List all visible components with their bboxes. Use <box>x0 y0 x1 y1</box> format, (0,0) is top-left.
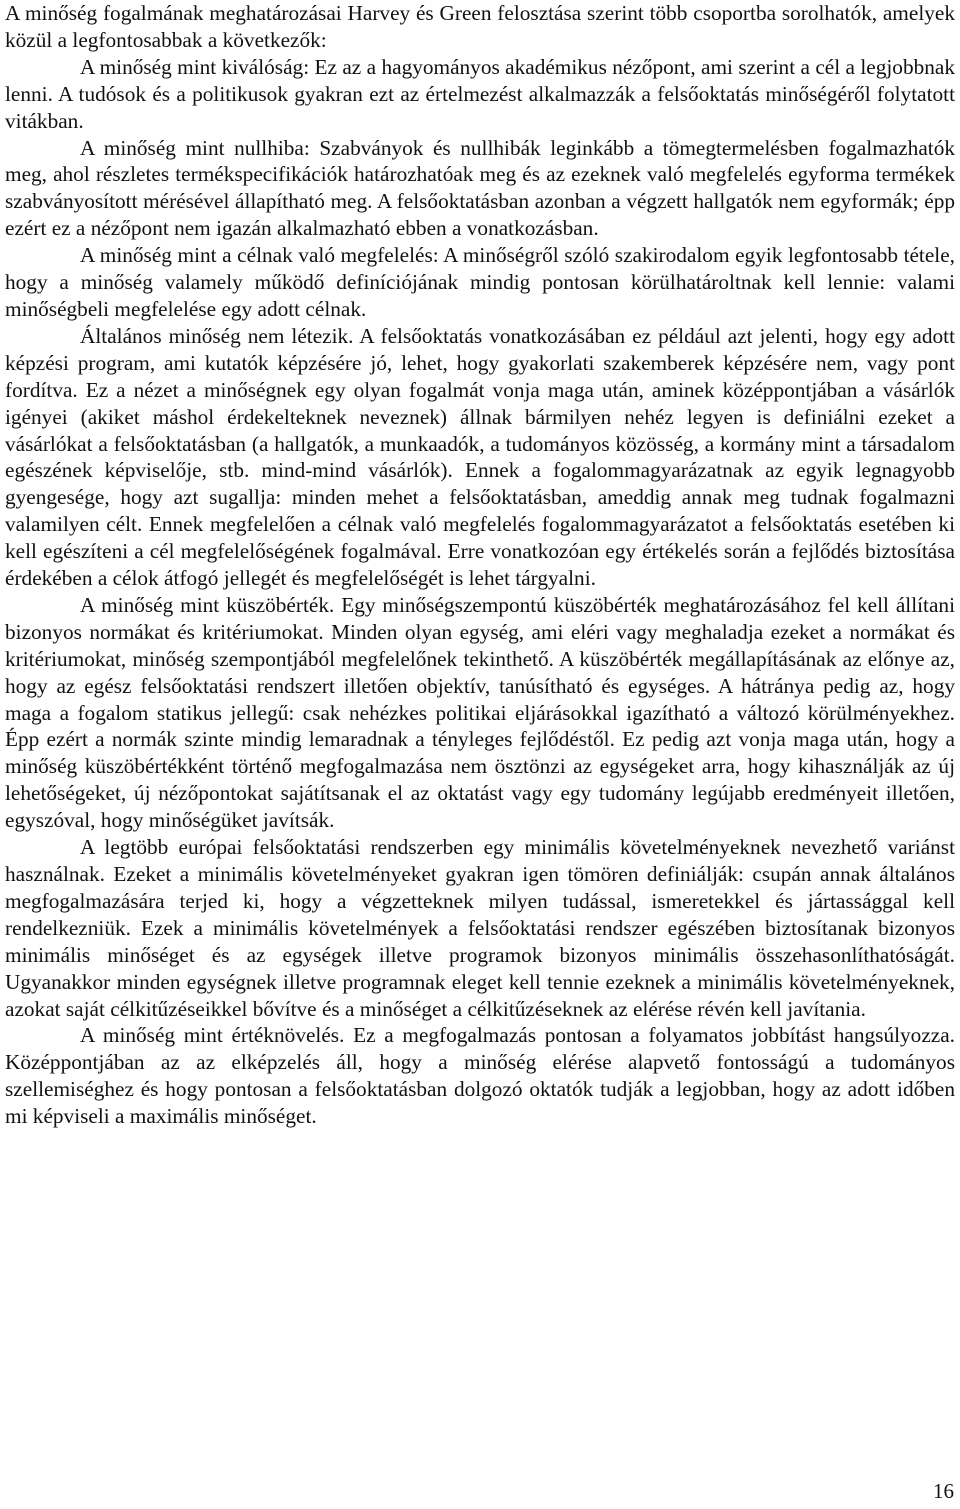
paragraph-intro: A minőség fogalmának meghatározásai Harvey és Green felosztása szerint több csoportba sorolhatók, amelyek közül a legfontosabbak a következők: <box>5 1 955 52</box>
paragraph-europai: A legtöbb európai felsőoktatási rendszerben egy minimális követelményeknek nevezhető variánst használnak. Ezeket a minimális követelményeket gyakran igen tömören definiálják: csupán annak általános megfogalmazására terjed ki, hogy a végzetteknek milyen tudással, ismeretekkel és jártassággal kell rendelkezniük. Ezek a minimális követelmények a felsőoktatási rendszer egészében biztosítanak bizonyos minimális minőséget és az egységek illetve programok bizonyos minimális összehasonlíthatóságát. Ugyanakkor minden egységnek illetve programnak eleget kell tennie ezeknek a minimális követelményeknek, azokat saját célkitűzéseikkel bővítve és a minőséget a célkitűzéseknek az elérése révén kell javítania. <box>5 835 955 1021</box>
paragraph-celnak: A minőség mint a célnak való megfelelés: A minőségről szóló szakirodalom egyik legfontosabb tétele, hogy a minőség valamely működő definíciójának mindig pontosan körülhatároltnak kell lennie: valami minőségbeli megfelelése egy adott célnak. <box>5 243 955 321</box>
paragraph-kivalosag: A minőség mint kiválóság: Ez az a hagyományos akadémikus nézőpont, ami szerint a cél a legjobbnak lenni. A tudósok és a politikusok gyakran ezt az értelmezést alkalmazzák a felsőoktatás minőségéről folytatott vitákban. <box>5 54 955 133</box>
body-text <box>5 0 955 1130</box>
page-number: 16 <box>933 1479 954 1503</box>
paragraph-altalanos: Általános minőség nem létezik. A felsőoktatás vonatkozásában ez például azt jelenti, hogy egy adott képzési program, ami kutatók képzésére jó, lehet, hogy gyakorlati szakemberek képzésére nem, vagy pont fordítva. Ez a nézet a minőségnek egy olyan fogalmát vonja maga után, aminek középpontjában a vásárlók igényei (akiket máshol érdekelteknek neveznek) állnak bármilyen nehéz legyen is definiálni ezeket a vásárlókat a felsőoktatásban (a hallgatók, a munkaadók, a tudományos közösség, a kormány mint a társadalom egészének képviselője, stb. mind-mind vásárlók). Ennek a fogalommagyarázatnak az egyik legnagyobb gyengesége, hogy azt sugallja: minden mehet a felsőoktatásban, ameddig annak meg tudnak fogalmazni valamilyen célt. Ennek megfelelően a célnak való megfelelés fogalommagyarázatot a felsőoktatás esetében ki kell egészíteni a cél megfelelőségének fogalmával. Erre vonatkozóan egy értékelés során a fejlődés biztosítása érdekében a célok átfogó jellegét és megfelelőségét is lehet tárgyalni. <box>5 323 955 591</box>
paragraph-kuszob: A minőség mint küszöbérték. Egy minőségszempontú küszöbérték meghatározásához fel kell állítani bizonyos normákat és kritériumokat. Minden olyan egység, ami eléri vagy meghaladja ezeket a normákat és kritériumokat, minőség szempontjából megfelelőnek tekinthető. A küszöbérték megállapításának az előnye az, hogy az egész felsőoktatási rendszert illetően objektív, tanúsítható és egységes. A hátránya pedig az, hogy maga a fogalom statikus jellegű: csak nehézkes politikai eljárásokkal igazítható a változó körülményekhez. Épp ezért a normák szinte mindig lemaradnak a tényleges fejlődéstől. Ez pedig azt vonja maga után, hogy a minőség küszöbértékként történő megfogalmazása nem ösztönzi az egységeket arra, hogy kihasználják az új lehetőségeket, új nézőpontokat sajátítsanak el az oktatást vagy egy tudomány legújabb eredményeit illetően, egyszóval, hogy minőségüket javítsák. <box>5 592 955 833</box>
paragraph-nullhiba: A minőség mint nullhiba: Szabványok és nullhibák leginkább a tömegtermelésben fogalmazhatók meg, ahol részletes termékspecifikációk határozhatóak meg és az ezeknek való megfelelés egyforma termékek szabványosított mérésével állapítható meg. A felsőoktatásban azonban a végzett hallgatók nem egyformák; épp ezért ez a nézőpont nem igazán alkalmazható ebben a vonatkozásban. <box>5 135 955 241</box>
paragraph-ertek: A minőség mint értéknövelés. Ez a megfogalmazás pontosan a folyamatos jobbítást hangsúlyozza. Középpontjában az az elképzelés áll, hogy a minőség elérése alapvető fontosságú a tudományos szellemiséghez és hogy pontosan a felsőoktatásban dolgozó oktatók tudják a legjobban, hogy az adott időben mi képviseli a maximális minőséget. <box>5 1023 955 1129</box>
